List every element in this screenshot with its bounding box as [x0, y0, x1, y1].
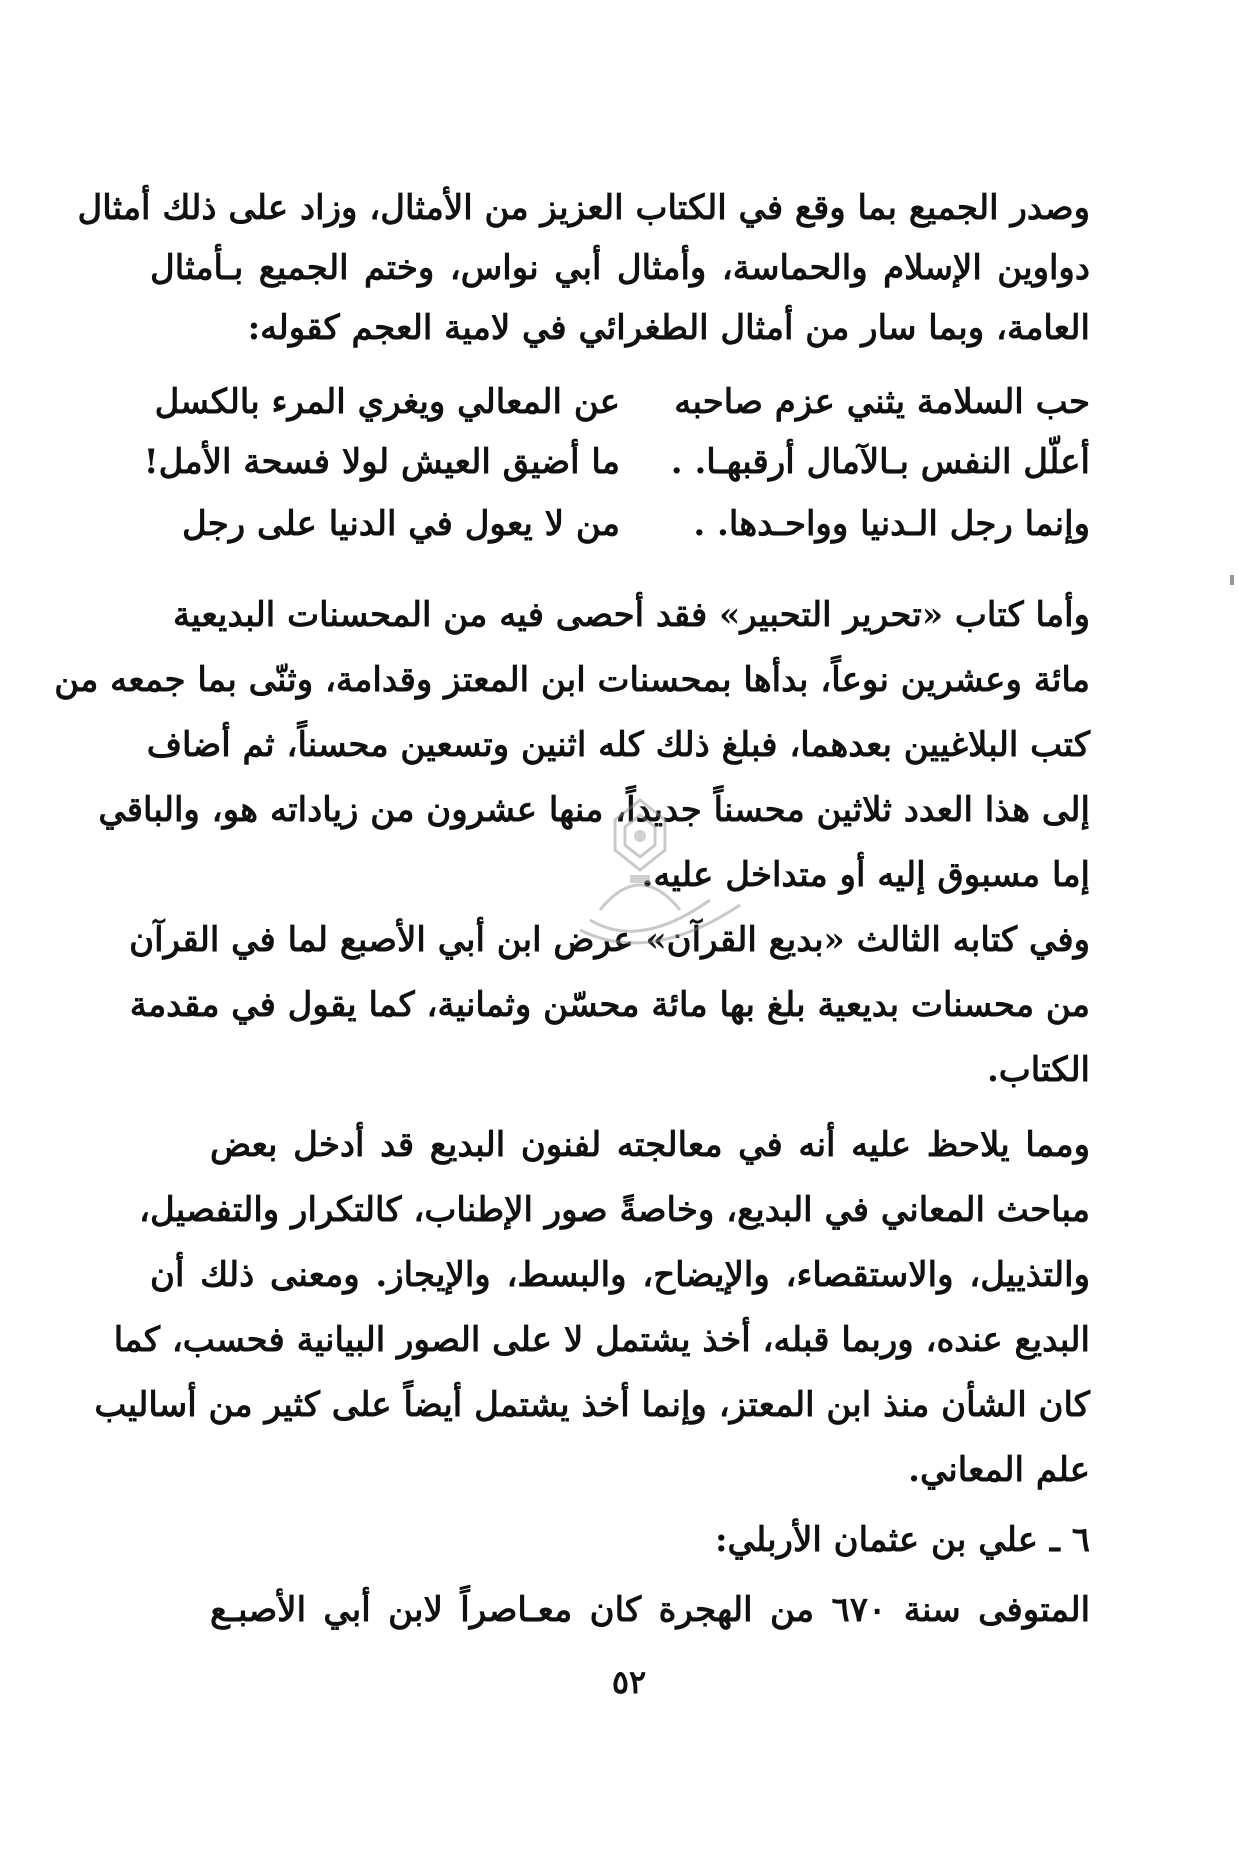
p2-line-2: مائة وعشرين نوعاً، بدأها بمحسنات ابن المعتز وقدامة، وثنّى بما جمعه من — [54, 660, 1090, 700]
p2-line-5: إما مسبوق إليه أو متداخل عليه. — [641, 855, 1090, 895]
p4-line-1: ومما يلاحظ عليه أنه في معالجته لفنون البديع قد أدخل بعض — [210, 1125, 1090, 1165]
scan-edge-mark — [1230, 575, 1234, 585]
p5-line-1: المتوفى سنة ٦٧٠ من الهجرة كان معـاصراً لابن أبي الأصبـع — [210, 1590, 1091, 1630]
verse-3-second-hemistich: من لا يعول في الدنيا على رجل — [181, 504, 620, 544]
p3-line-2: من محسنات بديعية بلغ بها مائة محسّن وثمانية، كما يقول في مقدمة — [129, 985, 1090, 1025]
verse-3-first-hemistich: وإنما رجل الـدنيا وواحـدها. . — [693, 504, 1090, 544]
p3-line-1: وفي كتابه الثالث «بديع القرآن» عرض ابن أبي الأصبع لما في القرآن — [129, 920, 1090, 960]
p4-line-2: مباحث المعاني في البديع، وخاصةً صور الإطناب، كالتكرار والتفصيل، — [139, 1190, 1090, 1230]
p4-line-4: البديع عنده، وربما قبله، أخذ يشتمل لا على الصور البيانية فحسب، كما — [113, 1320, 1090, 1360]
p3-line-3: الكتاب. — [986, 1050, 1090, 1090]
section-heading: ٦ ـ علي بن عثمان الأربلي: — [714, 1520, 1090, 1560]
verse-1-first-hemistich: حب السلامة يثني عزم صاحبه — [674, 382, 1090, 422]
verse-2-second-hemistich: ما أضيق العيش لولا فسحة الأمل! — [143, 442, 620, 482]
library-seal-icon — [480, 790, 800, 970]
p2-line-3: كتب البلاغيين بعدهما، فبلغ ذلك كله اثنين وتسعين محسناً، ثم أضاف — [146, 725, 1090, 765]
p4-line-5: كان الشأن منذ ابن المعتز، وإنما أخذ يشتمل أيضاً على كثير من أساليب — [94, 1385, 1090, 1425]
p4-line-3: والتذييل، والاستقصاء، والإيضاح، والبسط، والإيجاز. ومعنى ذلك أن — [150, 1255, 1090, 1295]
p2-line-4: إلى هذا العدد ثلاثين محسناً جديداً، منها عشرون من زياداته هو، والباقي — [98, 790, 1090, 830]
p1-line-2: دواوين الإسلام والحماسة، وأمثال أبي نواس، وختم الجميع بـأمثال — [150, 248, 1090, 288]
poem-verse-3 — [150, 494, 1090, 554]
p1-line-1: وصدر الجميع بما وقع في الكتاب العزيز من الأمثال، وزاد على ذلك أمثال — [77, 188, 1090, 228]
verse-2-first-hemistich: أعلّل النفس بـالآمال أرقبهـا. . — [670, 442, 1090, 482]
p4-line-6: علم المعاني. — [908, 1450, 1090, 1490]
poem-verse-2 — [143, 432, 1090, 492]
p2-line-1: وأما كتاب «تحرير التحبير» فقد أحصى فيه من المحسنات البديعية — [172, 595, 1090, 635]
page-number: ٥٢ — [611, 1663, 647, 1701]
verse-1-second-hemistich: عن المعالي ويغري المرء بالكسل — [154, 382, 620, 422]
p1-line-3: العامة، وبما سار من أمثال الطغرائي في لامية العجم كقوله: — [247, 308, 1090, 348]
poem-verse-1 — [150, 372, 1090, 432]
